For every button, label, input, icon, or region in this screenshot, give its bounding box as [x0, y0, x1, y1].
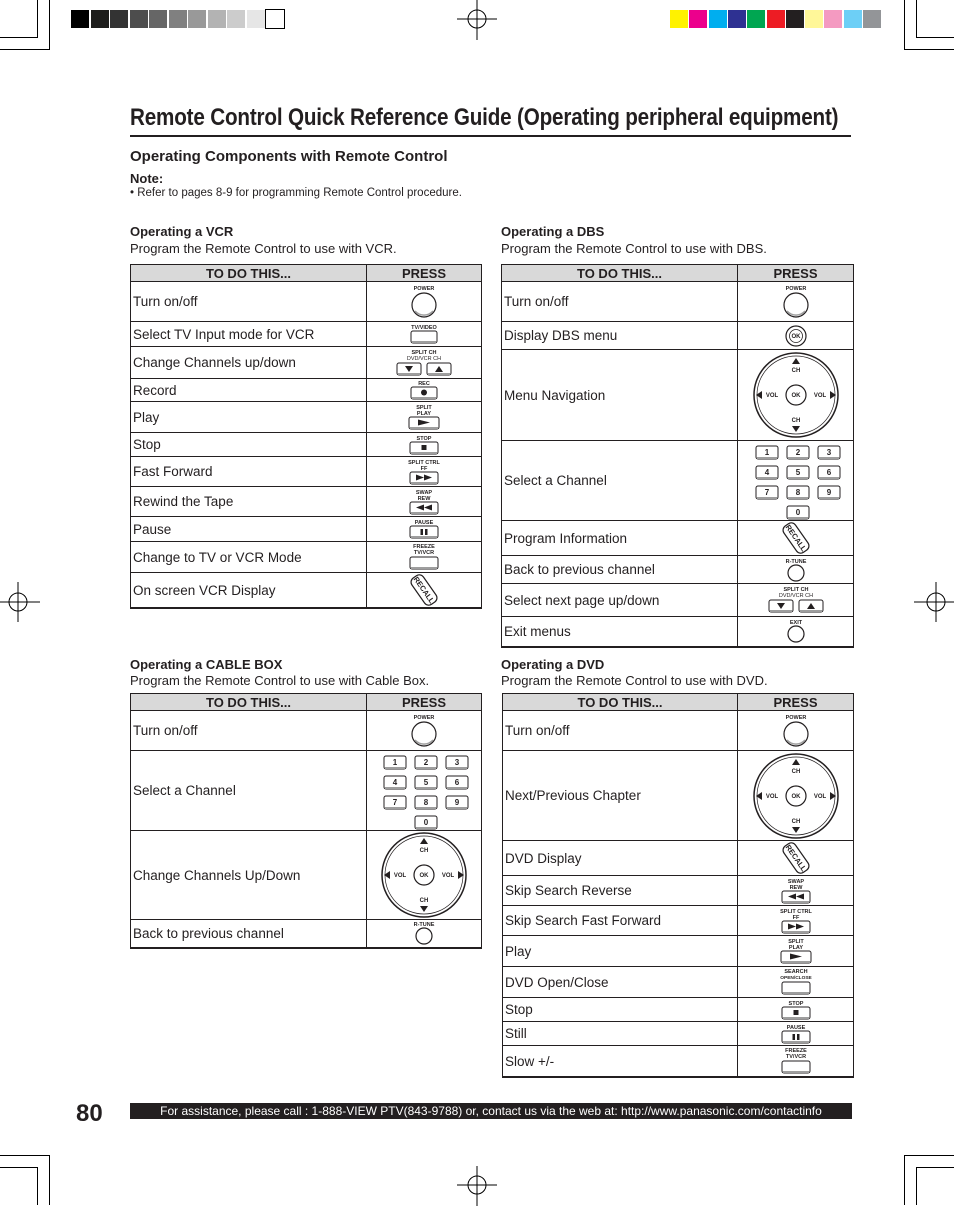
button-caption: OPEN/CLOSE [779, 976, 812, 981]
navigation-pad [738, 752, 853, 840]
stop-button [367, 434, 481, 456]
action-label: Skip Search Reverse [503, 876, 738, 906]
button-caption: VOL [765, 793, 778, 800]
action-label: Select TV Input mode for VCR [131, 322, 367, 347]
action-label: Program Information [502, 521, 738, 556]
color-swatch [149, 10, 167, 28]
exit-button [738, 618, 853, 644]
action-label: Back to previous channel [502, 556, 738, 584]
dbs-description: Program the Remote Control to use with DBS. [501, 241, 767, 256]
freeze-button [738, 1046, 853, 1076]
button-caption: EXIT [789, 620, 802, 627]
todo-header: TO DO THIS... [131, 694, 367, 711]
button-caption: PLAY [788, 945, 803, 951]
button-caption: 8 [423, 797, 429, 807]
button-caption: 2 [795, 447, 800, 457]
action-label: Change Channels Up/Down [131, 831, 367, 920]
recall-button [367, 573, 481, 607]
ff-button [367, 458, 481, 486]
color-swatch [844, 10, 862, 28]
color-swatch [247, 10, 265, 28]
registration-mark-bottom [457, 1166, 497, 1206]
button-caption: CH [791, 818, 800, 825]
vcr-description: Program the Remote Control to use with VCR. [130, 241, 397, 256]
action-label: Select next page up/down [502, 584, 738, 617]
button-caption: SPLIT [416, 405, 432, 411]
button-caption: RECALL [411, 574, 437, 606]
action-label: Record [131, 379, 367, 402]
play-button [367, 403, 481, 431]
rew-button [367, 488, 481, 516]
registration-mark-left [0, 582, 40, 622]
button-caption: TV/VIDEO [411, 325, 437, 331]
action-label: On screen VCR Display [131, 573, 367, 609]
color-swatch [824, 10, 842, 28]
play-button [738, 937, 853, 965]
action-label: Skip Search Fast Forward [503, 906, 738, 936]
r-tune-button [738, 557, 853, 583]
button-caption: 4 [764, 467, 769, 477]
registration-mark-right [914, 582, 954, 622]
registration-mark-top [457, 0, 497, 40]
button-caption: REW [417, 495, 431, 502]
navigation-pad [738, 351, 853, 439]
button-caption: CH [419, 898, 429, 904]
freeze-button [367, 542, 481, 572]
power-button [367, 284, 481, 320]
button-caption: STOP [416, 435, 432, 442]
button-caption: CH [791, 368, 800, 374]
power-button [738, 284, 853, 320]
press-header: PRESS [367, 694, 482, 711]
action-label: Fast Forward [131, 457, 367, 487]
button-caption: PAUSE [786, 1024, 805, 1031]
button-caption: R-TUNE [413, 922, 435, 929]
button-caption: REC [418, 381, 430, 387]
button-caption: RECALL [783, 842, 808, 874]
button-caption: CH [791, 768, 800, 775]
search-open-close-button [738, 967, 853, 997]
button-caption: OK [791, 393, 800, 399]
cable-heading: Operating a CABLE BOX [130, 657, 283, 672]
button-caption: TV/VCR [785, 1054, 806, 1060]
page-title: Remote Control Quick Reference Guide (Operating peripheral equipment) [130, 104, 839, 131]
button-caption: CH [419, 848, 429, 854]
navigation-pad [367, 831, 481, 919]
action-label: Turn on/off [131, 282, 367, 322]
button-caption: POWER [413, 714, 435, 721]
button-caption: STOP [788, 1000, 803, 1007]
ff-button [738, 907, 853, 935]
page-number: 80 [76, 1100, 103, 1127]
press-header: PRESS [367, 265, 482, 282]
button-caption: 7 [764, 487, 769, 497]
color-swatch [71, 10, 89, 28]
action-label: Play [503, 936, 738, 967]
button-caption: DVD/VCR CH [406, 355, 442, 362]
pause-button [738, 1023, 853, 1045]
press-header: PRESS [738, 265, 854, 282]
button-caption: CH [791, 418, 800, 424]
split-ch-buttons [367, 348, 481, 378]
color-swatch [786, 10, 804, 28]
dbs-table [501, 264, 854, 648]
action-label: Slow +/- [503, 1046, 738, 1078]
button-caption: POWER [785, 285, 806, 292]
color-swatch [728, 10, 746, 28]
number-keypad [367, 752, 481, 830]
action-label: DVD Open/Close [503, 967, 738, 998]
action-label: Change to TV or VCR Mode [131, 542, 367, 573]
button-caption: FF [420, 465, 428, 472]
pause-button [367, 518, 481, 540]
button-caption: FREEZE [413, 544, 435, 550]
button-caption: 6 [826, 467, 831, 477]
button-caption: SPLIT CH [782, 587, 809, 593]
action-label: Turn on/off [131, 711, 367, 751]
color-swatch [863, 10, 881, 28]
vcr-heading: Operating a VCR [130, 224, 234, 239]
button-caption: 1 [392, 757, 398, 767]
action-label: Menu Navigation [502, 350, 738, 441]
button-caption: FREEZE [784, 1048, 807, 1054]
color-swatch [169, 10, 187, 28]
action-label: Stop [503, 998, 738, 1022]
color-swatch [188, 10, 206, 28]
button-caption: SPLIT CH [411, 349, 437, 356]
button-caption: 5 [423, 777, 429, 787]
button-caption: PAUSE [414, 520, 434, 526]
action-label: Select a Channel [502, 441, 738, 521]
todo-header: TO DO THIS... [131, 265, 367, 282]
footer-help-bar: For assistance, please call : 1-888-VIEW PTV(843-9788) or, contact us via the web at: http://www.panasonic.com/contactinfo [130, 1103, 852, 1119]
action-label: Play [131, 402, 367, 433]
button-caption: TV/VCR [413, 550, 435, 556]
action-label: Exit menus [502, 617, 738, 647]
button-caption: POWER [413, 285, 435, 292]
dvd-table [502, 693, 854, 1078]
button-caption: 3 [454, 757, 460, 767]
button-caption: OK [419, 873, 429, 879]
button-caption: SEARCH [783, 969, 808, 975]
rec-button [367, 379, 481, 401]
button-caption: VOL [813, 793, 826, 800]
split-ch-buttons [738, 585, 853, 615]
button-caption: 7 [392, 797, 398, 807]
button-caption: 1 [764, 447, 769, 457]
recall-button [738, 521, 853, 555]
vcr-table [130, 264, 482, 609]
color-swatch [805, 10, 823, 28]
action-label: Turn on/off [503, 711, 738, 751]
stop-button [738, 999, 853, 1021]
title-rule [130, 135, 851, 137]
action-label: Pause [131, 517, 367, 542]
color-swatch [227, 10, 245, 28]
dbs-heading: Operating a DBS [501, 224, 605, 239]
action-label: Change Channels up/down [131, 347, 367, 379]
action-label: Stop [131, 433, 367, 457]
action-label: Back to previous channel [131, 920, 367, 948]
todo-header: TO DO THIS... [503, 694, 738, 711]
dvd-description: Program the Remote Control to use with DVD. [501, 673, 768, 688]
todo-header: TO DO THIS... [502, 265, 738, 282]
button-caption: 6 [454, 777, 460, 787]
button-caption: OK [791, 333, 800, 340]
button-caption: 8 [795, 487, 800, 497]
action-label: Turn on/off [502, 282, 738, 322]
button-caption: 2 [423, 757, 429, 767]
button-caption: SWAP [787, 878, 804, 885]
button-caption: 0 [795, 507, 800, 517]
recall-button [738, 841, 853, 875]
color-swatch [110, 10, 128, 28]
action-label: Still [503, 1022, 738, 1046]
action-label: Next/Previous Chapter [503, 751, 738, 841]
button-caption: VOL [765, 393, 778, 399]
dvd-heading: Operating a DVD [501, 657, 605, 672]
button-caption: R-TUNE [785, 558, 806, 565]
button-caption: VOL [393, 873, 407, 879]
button-caption: VOL [441, 873, 455, 879]
color-swatch [767, 10, 785, 28]
button-caption: 3 [826, 447, 831, 457]
button-caption: PLAY [416, 411, 432, 417]
color-swatch [266, 10, 284, 28]
ok-button [738, 323, 853, 349]
cable-description: Program the Remote Control to use with Cable Box. [130, 673, 430, 688]
color-swatch [747, 10, 765, 28]
cable-table [130, 693, 482, 949]
tv-video-button [367, 323, 481, 345]
button-caption: RECALL [783, 522, 808, 554]
power-button [367, 713, 481, 749]
color-swatch [709, 10, 727, 28]
button-caption: DVD/VCR CH [778, 593, 813, 599]
color-swatch [91, 10, 109, 28]
button-caption: 9 [826, 487, 831, 497]
number-keypad [738, 442, 853, 520]
button-caption: SPLIT CTRL [779, 908, 812, 915]
power-button [738, 713, 853, 749]
note-text: • Refer to pages 8-9 for programming Remote Control procedure. [130, 187, 462, 199]
color-swatch [130, 10, 148, 28]
action-label: Select a Channel [131, 751, 367, 831]
button-caption: FF [792, 914, 799, 921]
button-caption: VOL [813, 393, 826, 399]
button-caption: 5 [795, 467, 800, 477]
r-tune-button [367, 920, 481, 946]
color-swatch [670, 10, 688, 28]
color-swatch [689, 10, 707, 28]
section-subtitle: Operating Components with Remote Control [130, 148, 448, 165]
button-caption: 9 [454, 797, 460, 807]
button-caption: SPLIT [787, 939, 804, 945]
action-label: DVD Display [503, 841, 738, 876]
action-label: Display DBS menu [502, 322, 738, 350]
action-label: Rewind the Tape [131, 487, 367, 517]
button-caption: SPLIT CTRL [408, 459, 440, 466]
button-caption: 0 [423, 817, 429, 827]
button-caption: SWAP [415, 489, 433, 496]
button-caption: REW [789, 884, 802, 891]
note-heading: Note: [130, 171, 164, 186]
button-caption: 4 [392, 777, 398, 787]
color-swatch [208, 10, 226, 28]
button-caption: POWER [785, 714, 806, 721]
press-header: PRESS [738, 694, 854, 711]
rew-button [738, 877, 853, 905]
button-caption: OK [791, 793, 800, 800]
